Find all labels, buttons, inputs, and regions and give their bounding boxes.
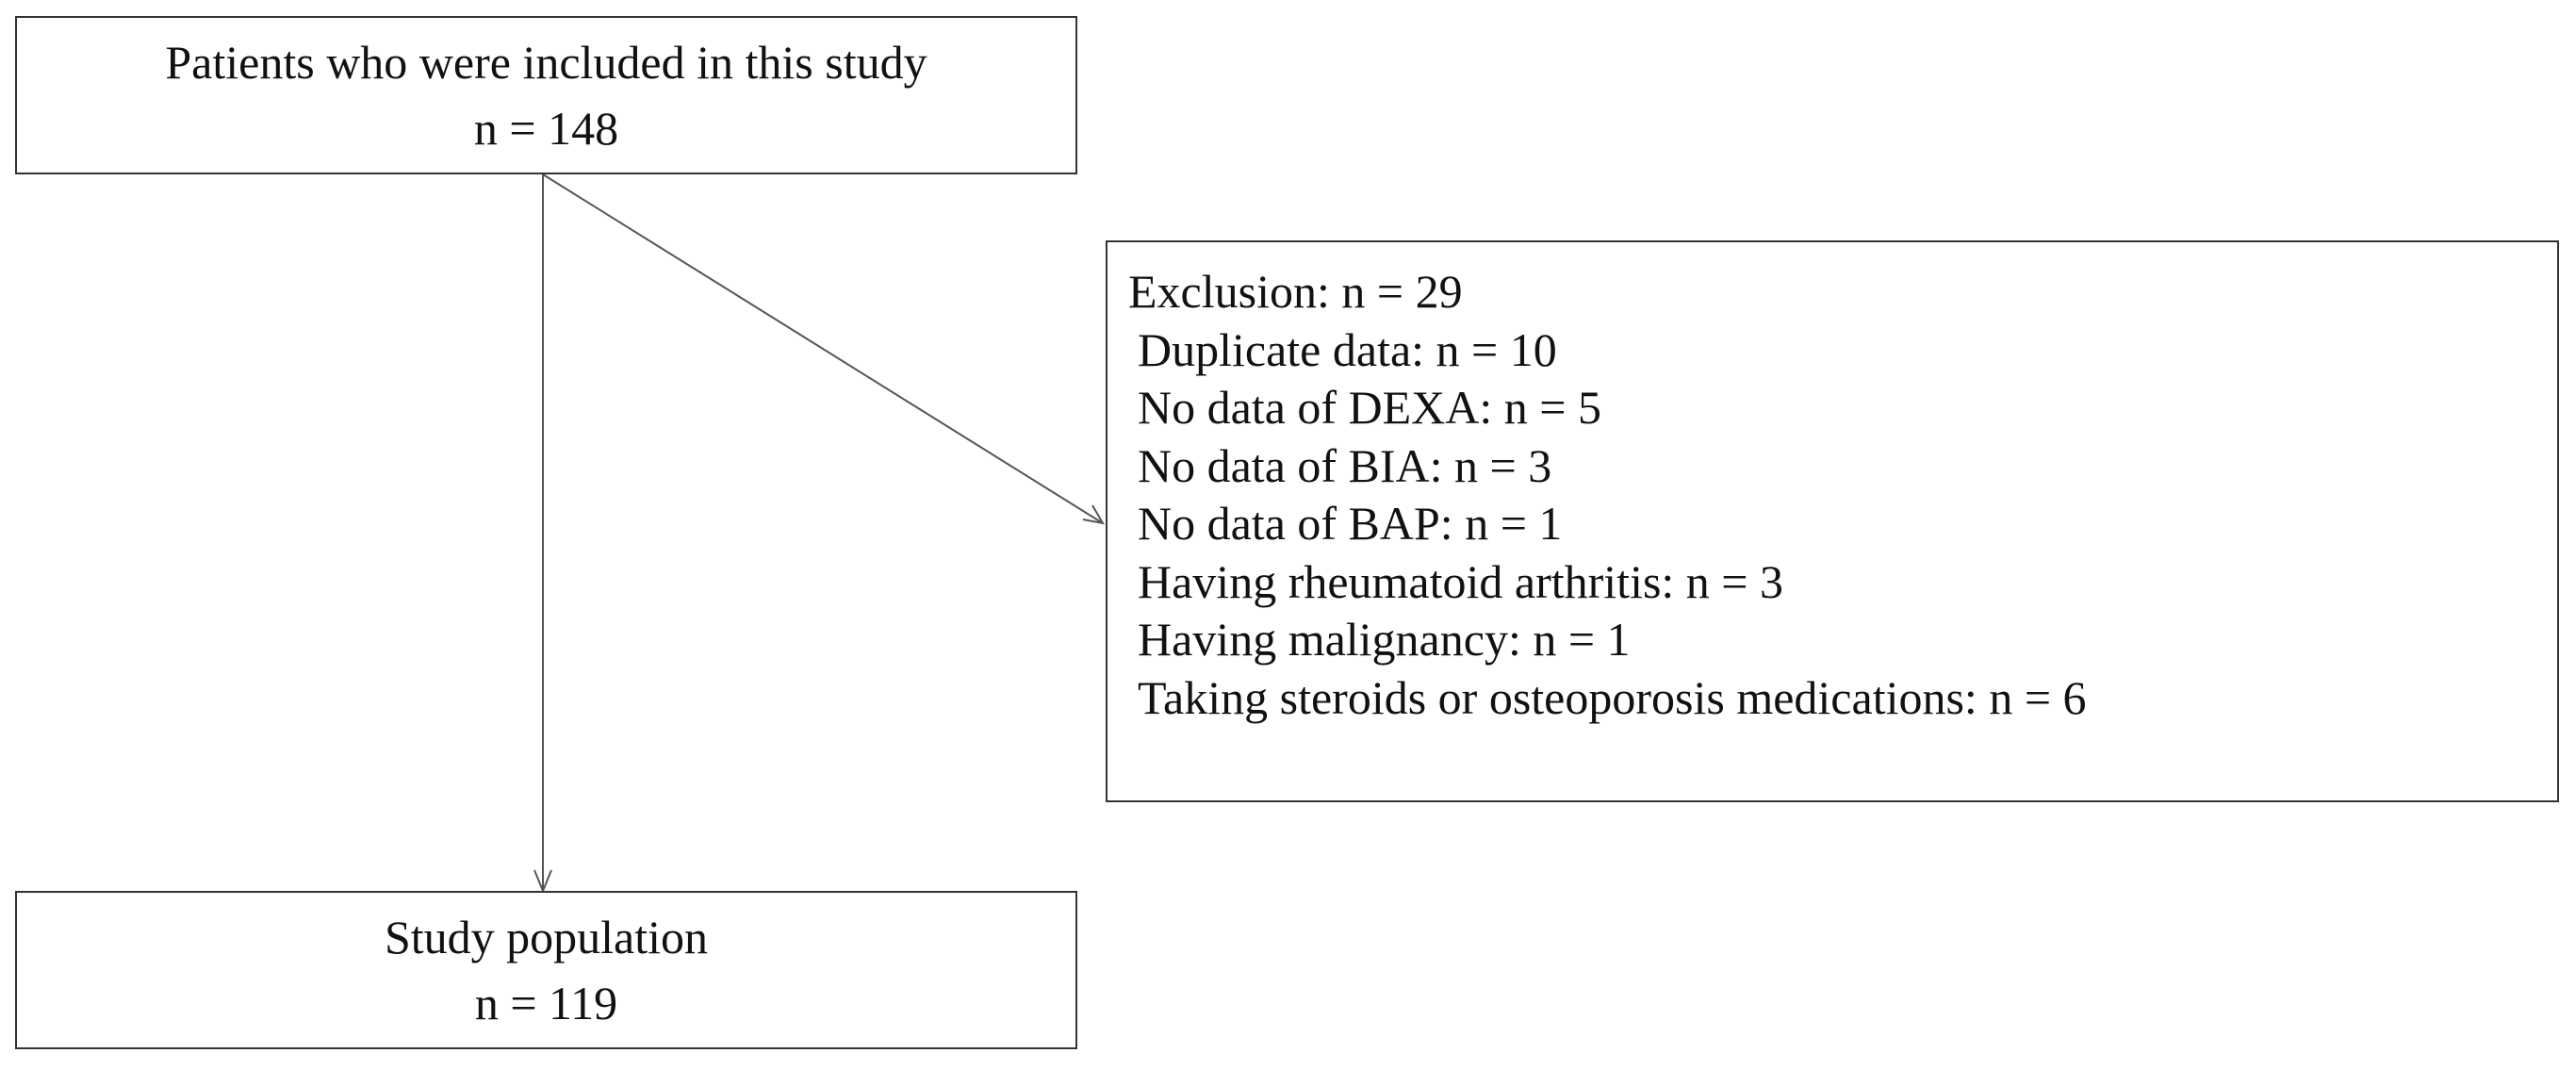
exclusion-reason: Having rheumatoid arthritis: n = 3 [1138, 554, 1784, 608]
exclusion-reason: Taking steroids or osteoporosis medications: n = 6 [1138, 670, 2087, 724]
arrow-to-study-population [534, 174, 551, 891]
exclusion-reason: No data of DEXA: n = 5 [1138, 381, 1601, 434]
included-patients-title: Patients who were included in this study [165, 36, 927, 89]
included-patients-count: n = 148 [473, 102, 619, 155]
exclusion-box [1106, 240, 2559, 802]
exclusion-header: Exclusion: n = 29 [1128, 265, 1463, 318]
exclusion-reason: No data of BAP: n = 1 [1138, 497, 1563, 550]
arrow-to-exclusion [543, 174, 1103, 523]
exclusion-reason: No data of BIA: n = 3 [1138, 438, 1552, 492]
exclusion-reason: Having malignancy: n = 1 [1138, 613, 1631, 666]
study-population-title: Study population [384, 911, 709, 963]
exclusion-reason: Duplicate data: n = 10 [1138, 322, 1557, 376]
included-patients-box [15, 16, 1077, 174]
study-population-count: n = 119 [474, 977, 618, 1029]
study-population-box [15, 891, 1077, 1049]
